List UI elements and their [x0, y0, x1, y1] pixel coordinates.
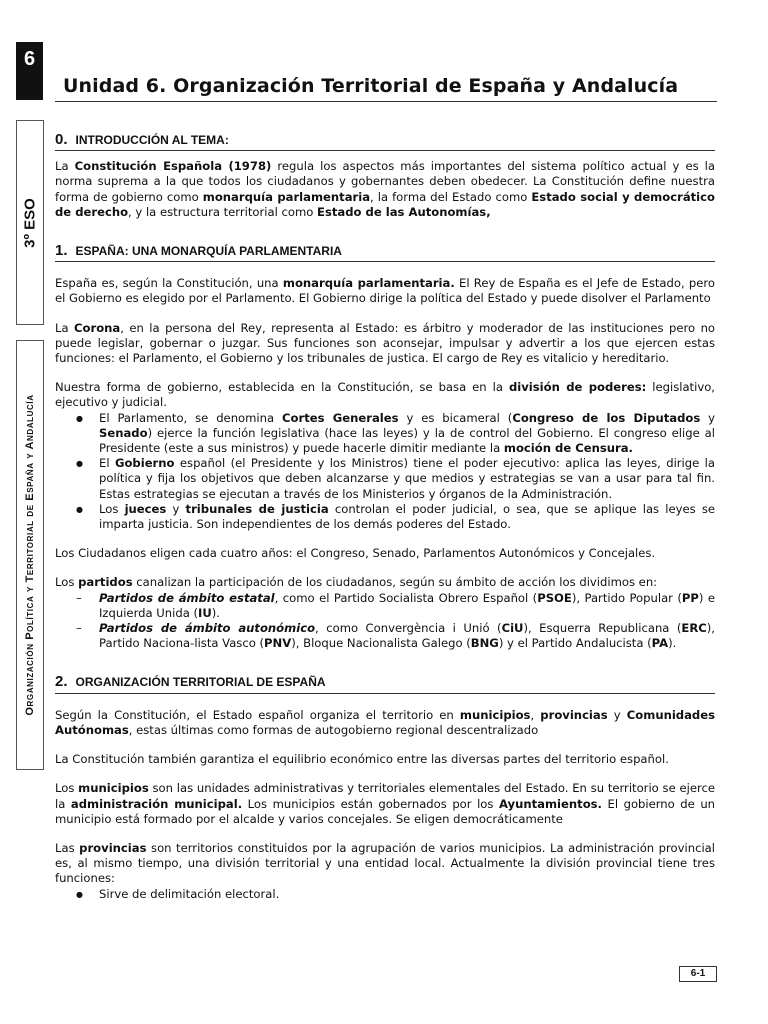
section-heading-territorial [55, 674, 715, 693]
list-item: ● El Parlamento, se denomina Cortes Generales y es bicameral (Congreso de los Diputados y Senado) ejerce la función legislativa (hace las leyes) y la de control del Gobierno. El congreso elige al Presidente (este a sus ministros) y puede hacerle dimitir mediante la moción de Censura. [55, 411, 715, 457]
section-title: ESPAÑA: UNA MONARQUÍA PARLAMENTARIA [75, 244, 342, 259]
section-number: 1. [55, 242, 68, 260]
paragraph: La Corona, en la persona del Rey, representa al Estado: es árbitro y moderador de las instituciones pero no puede legislar, gobernar o juzgar. Sus funciones son aconsejar, impulsar y advertir a los que ejercen estas funciones: el Parlamento, el Gobierno y los tribunales de justica. El cargo de Rey es vitalicio y hereditario. [55, 320, 716, 366]
section-heading-intro [55, 132, 715, 151]
paragraph: La Constitución también garantiza el equilibrio económico entre las diversas partes del territorio español. [55, 752, 669, 767]
section-title: ORGANIZACIÓN TERRITORIAL DE ESPAÑA [75, 675, 326, 690]
powers-list [55, 411, 715, 533]
document-body [55, 128, 715, 902]
paragraph: Nuestra forma de gobierno, establecida en la Constitución, se basa en la división de poderes: legislativo, ejecutivo y judicial. [55, 380, 715, 410]
list-item: ● El Gobierno español (el Presidente y los Ministros) tiene el poder ejecutivo: aplica las leyes, dirige la política y fija los objetivos que deben alcanzarse y que medios y estrategias se van a usar para tal fin. Estas estrategias se ejecutan a través de los Ministerios y órganos de la Administración. [55, 456, 715, 502]
province-functions-list [55, 887, 715, 902]
title-divider [55, 101, 717, 102]
sidebar-course-box [16, 120, 44, 325]
section-title: INTRODUCCIÓN AL TEMA: [75, 133, 229, 147]
sidebar-course-label: 3º ESO [21, 197, 39, 248]
section-heading-monarchy [55, 243, 715, 262]
page-title: Unidad 6. Organización Territorial de España y Andalucía [63, 75, 679, 97]
list-item: ● Sirve de delimitación electoral. [55, 887, 715, 902]
list-item: – Partidos de ámbito autonómico, como Convergència i Unió (CiU), Esquerra Republicana (ERC), Partido Naciona-lista Vasco (PNV), Bloque Nacionalista Galego (BNG) y el Partido Andalucista (PA). [55, 621, 715, 651]
paragraph: España es, según la Constitución, una monarquía parlamentaria. El Rey de España es el Jefe de Estado, pero el Gobierno es elegido por el Parlamento. El Gobierno dirige la política del Estado y puede disolver el Parlamento [55, 276, 715, 306]
section-number: 0. [55, 131, 68, 148]
sidebar-subject-label: Organización Política y Territorial de España y Andalucía [24, 394, 36, 716]
paragraph: Los partidos canalizan la participación de los ciudadanos, según su ámbito de acción los dividimos en: [55, 575, 658, 590]
list-item: – Partidos de ámbito estatal, como el Partido Socialista Obrero Español (PSOE), Partido Popular (PP) e Izquierda Unida (IU). [55, 591, 715, 621]
parties-list [55, 591, 715, 652]
paragraph: Las provincias son territorios constituidos por la agrupación de varios municipios. La administración provincial es, al mismo tiempo, una división territorial y una entidad local. Actualmente la división provincial tiene tres funciones: [55, 840, 715, 886]
sidebar-subject-box [16, 340, 44, 770]
paragraph: Los Ciudadanos eligen cada cuatro años: el Congreso, Senado, Parlamentos Autonómicos y Concejales. [55, 546, 656, 561]
list-item: ● Los jueces y tribunales de justicia controlan el poder judicial, o sea, que se aplique las leyes se imparta justicia. Son independientes de los demás poderes del Estado. [55, 502, 715, 532]
paragraph: Los municipios son las unidades administrativas y territoriales elementales del Estado. En su territorio se ejerce la administración municipal. Los municipios están gobernados por los Ayuntamientos. El gobierno de un municipio está formado por el alcalde y varios concejales. Se eligen democráticamente [55, 781, 716, 826]
page-number: 6-1 [679, 966, 717, 982]
section-number: 2. [55, 673, 68, 691]
unit-number-badge: 6 [16, 42, 43, 100]
paragraph: Según la Constitución, el Estado español organiza el territorio en municipios, provincias y Comunidades Autónomas, estas últimas como formas de autogobierno regional descentralizado [55, 707, 715, 737]
intro-paragraph: La Constitución Española (1978) regula los aspectos más importantes del sistema político actual y es la norma suprema a la que todos los ciudadanos y gobernantes deben obedecer. La Constitución define nuestra forma de gobierno como monarquía parlamentaria, la forma del Estado como Estado social y democrático de derecho, y la estructura territorial como Estado de las Autonomías, [55, 159, 716, 219]
